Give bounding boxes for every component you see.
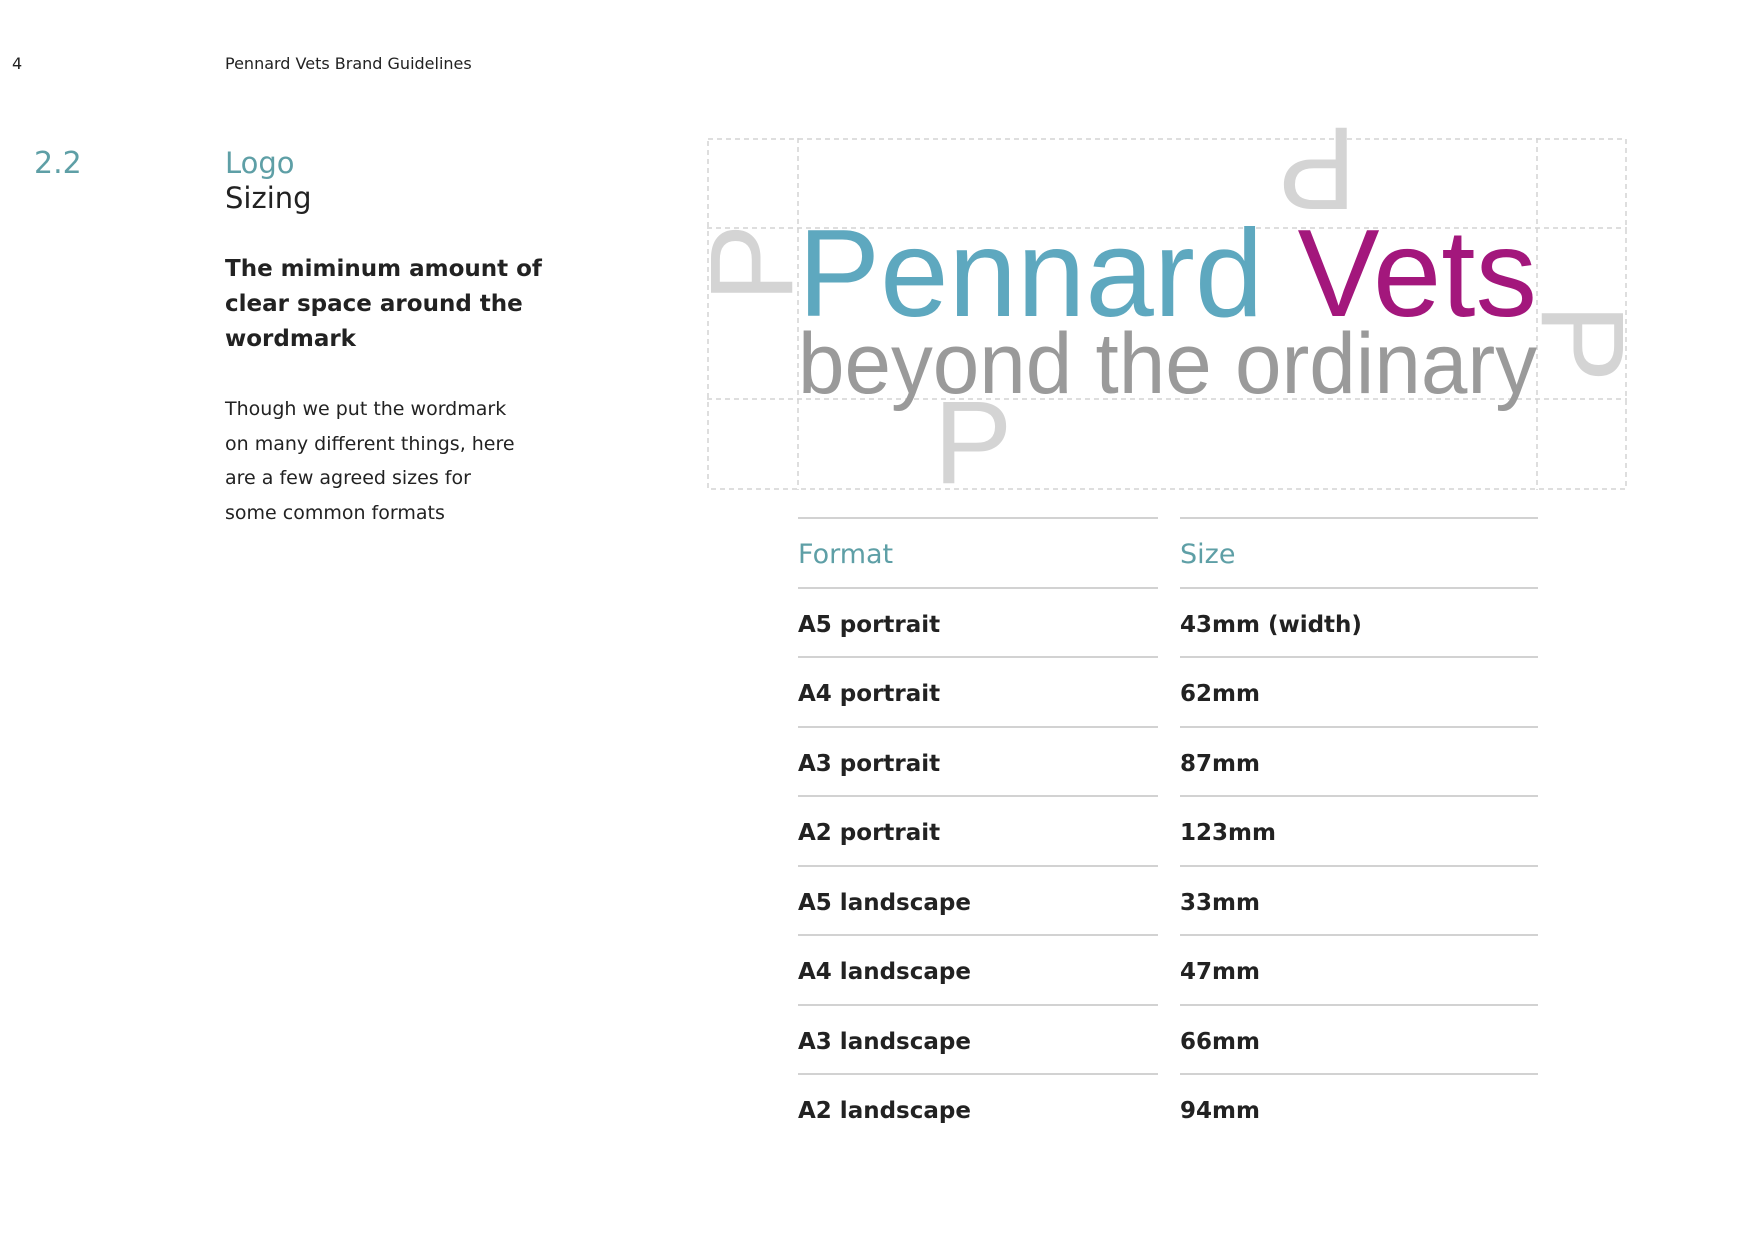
table-row	[798, 1073, 1538, 1143]
table-row	[798, 587, 1538, 657]
format-cell: A2 portrait	[798, 795, 1158, 865]
size-cell: 66mm	[1180, 1004, 1538, 1074]
logo-word-vets: Vets	[1297, 205, 1539, 343]
table-row	[798, 795, 1538, 865]
table-row	[798, 656, 1538, 726]
format-cell: A2 landscape	[798, 1073, 1158, 1143]
lead-paragraph: The miminum amount of clear space around the wordmark	[225, 256, 542, 352]
section-number: 2.2	[34, 146, 82, 181]
clearspace-p-right: P	[1516, 303, 1648, 383]
table-row	[798, 865, 1538, 935]
column-header-size: Size	[1180, 517, 1538, 587]
table-row	[798, 934, 1538, 1004]
clearspace-p-bottom: P	[933, 377, 1013, 509]
format-cell: A4 portrait	[798, 656, 1158, 726]
logo-clearspace-diagram	[686, 102, 1648, 509]
size-cell: 47mm	[1180, 934, 1538, 1004]
logo-size-table	[798, 517, 1538, 1143]
size-cell: 123mm	[1180, 795, 1538, 865]
table-row	[798, 1004, 1538, 1074]
format-cell: A3 portrait	[798, 726, 1158, 796]
document-title: Pennard Vets Brand Guidelines	[225, 54, 472, 73]
format-cell: A4 landscape	[798, 934, 1158, 1004]
size-cell: 62mm	[1180, 656, 1538, 726]
clearspace-p-left: P	[686, 223, 818, 303]
size-cell: 94mm	[1180, 1073, 1538, 1143]
logo-word-pennard: Pennard	[798, 205, 1267, 343]
body-paragraph: Though we put the wordmark on many different things, here are a few agreed sizes for some common formats	[225, 398, 515, 524]
section-title: Logo	[225, 146, 295, 180]
page-number: 4	[12, 54, 23, 73]
size-cell: 33mm	[1180, 865, 1538, 935]
size-cell: 43mm (width)	[1180, 587, 1538, 657]
logo-tagline: beyond the ordinary	[798, 316, 1537, 412]
table-row	[798, 726, 1538, 796]
column-header-format: Format	[798, 517, 1158, 587]
table-header-row	[798, 517, 1538, 587]
format-cell: A5 portrait	[798, 587, 1158, 657]
clearspace-p-top: P	[1277, 102, 1357, 234]
format-cell: A5 landscape	[798, 865, 1158, 935]
section-subtitle: Sizing	[225, 181, 312, 215]
format-cell: A3 landscape	[798, 1004, 1158, 1074]
clearspace-svg	[686, 102, 1648, 509]
size-cell: 87mm	[1180, 726, 1538, 796]
